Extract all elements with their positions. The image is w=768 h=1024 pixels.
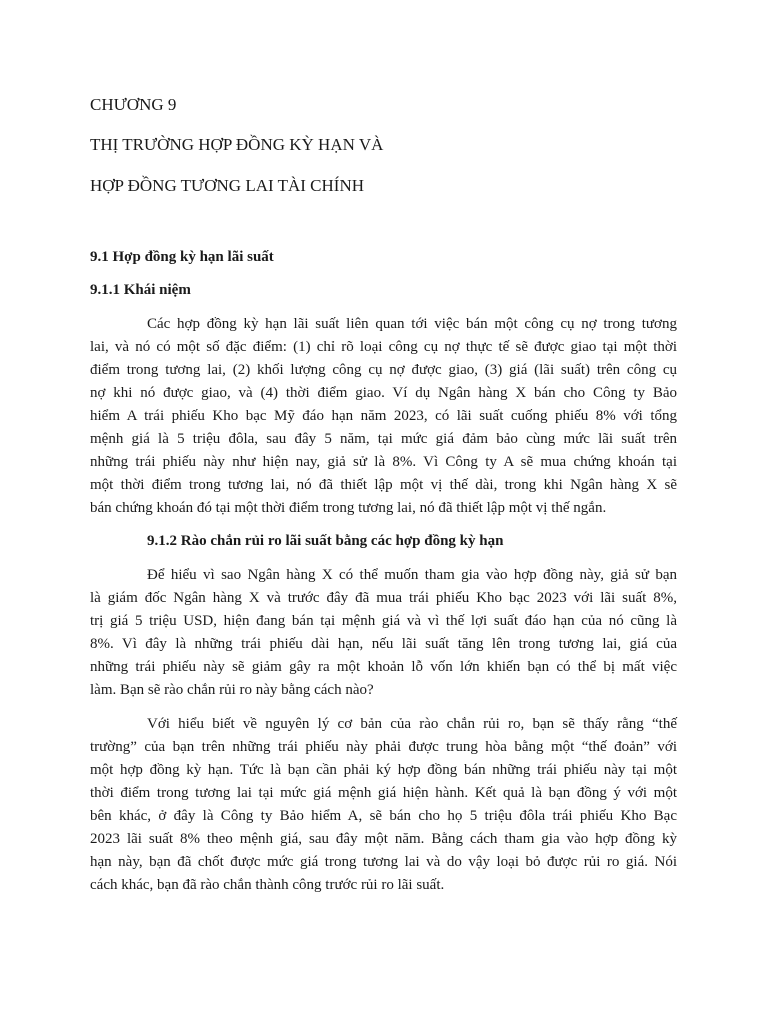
chapter-number: CHƯƠNG 9 xyxy=(90,95,177,114)
paragraph-line: bên khác, ở đây là Công ty Bảo hiểm A, sẽ bán cho họ 5 triệu đôla trái phiếu Kho Bạc xyxy=(90,808,677,824)
paragraph-line: một hợp đồng kỳ hạn. Tức là bạn cần phải ký hợp đồng bán những trái phiếu này tại một xyxy=(90,762,677,778)
paragraph-line: những trái phiếu này sẽ giảm gây ra một khoản lỗ vốn lớn khiến bạn có thể bị mất việc xyxy=(90,659,677,675)
paragraph-line: nợ khi nó được giao, và (4) thời điểm giao. Ví dụ Ngân hàng X bán cho Công ty Bảo xyxy=(90,385,677,401)
paragraph-line: một thời điểm trong tương lai, nó đã thiết lập một vị thế dài, trong khi Ngân hàng X sẽ xyxy=(90,477,677,493)
paragraph-line: Để hiểu vì sao Ngân hàng X có thể muốn tham gia vào hợp đồng này, giả sử bạn xyxy=(147,567,677,583)
paragraph-line: hiểm A trái phiếu Kho bạc Mỹ đáo hạn năm 2023, có lãi suất cuống phiếu 8% với tổng xyxy=(90,408,677,424)
paragraph-line: Với hiểu biết về nguyên lý cơ bản của rào chắn rủi ro, bạn sẽ thấy rằng “thế xyxy=(147,716,677,732)
paragraph-line: bán chứng khoán đó tại một thời điểm trong tương lai, nó đã thiết lập một vị thế ngắn. xyxy=(90,500,607,516)
paragraph-line: mệnh giá là 5 triệu đôla, sau đây 5 năm, tại mức giá đảm bảo cùng mức lãi suất trên xyxy=(90,431,677,447)
chapter-title-line-1: THỊ TRƯỜNG HỢP ĐỒNG KỲ HẠN VÀ xyxy=(90,135,384,154)
paragraph-line: điểm trong tương lai, (2) khối lượng công cụ nợ được giao, (3) giá (lãi suất) trên công cụ xyxy=(90,362,677,378)
paragraph-line: 8%. Vì đây là những trái phiếu dài hạn, nếu lãi suất tăng lên trong tương lai, giá của xyxy=(90,636,677,652)
paragraph-line: Các hợp đồng kỳ hạn lãi suất liên quan tới việc bán một công cụ nợ trong tương xyxy=(147,316,677,332)
paragraph-line: lai, và nó có một số đặc điểm: (1) chỉ rõ loại công cụ nợ thực tế sẽ được giao tại một thời xyxy=(90,339,677,355)
paragraph-line: làm. Bạn sẽ rào chắn rủi ro này bằng cách nào? xyxy=(90,682,374,698)
section-heading-9-1-1: 9.1.1 Khái niệm xyxy=(90,282,191,298)
paragraph-line: hạn này, bạn đã chốt được mức giá trong tương lai và do vậy loại bỏ được rủi ro giá. Nói xyxy=(90,854,677,870)
paragraph-line: cách khác, bạn đã rào chắn thành công trước rủi ro lãi suất. xyxy=(90,877,445,893)
chapter-title-line-2: HỢP ĐỒNG TƯƠNG LAI TÀI CHÍNH xyxy=(90,176,365,195)
paragraph-line: những trái phiếu này như hiện nay, giả sử là 8%. Vì Công ty A sẽ mua chứng khoán tại xyxy=(90,454,677,470)
paragraph-line: trị giá 5 triệu USD, hiện đang bán tại mệnh giá và vì thế lợi suất đáo hạn của nó cũng là xyxy=(90,613,677,629)
section-heading-9-1-2: 9.1.2 Rào chắn rủi ro lãi suất bằng các hợp đồng kỳ hạn xyxy=(147,533,504,549)
paragraph-line: là giám đốc Ngân hàng X và trước đây đã mua trái phiếu Kho bạc 2023 với lãi suất 8%, xyxy=(90,590,677,606)
paragraph-line: thời điểm trong tương lai tại mức giá mệnh giá hiện hành. Kết quả là bạn đồng ý với một xyxy=(90,785,677,801)
paragraph-line: 2023 lãi suất 8% theo mệnh giá, sau đây một năm. Bằng cách tham gia vào hợp đồng kỳ xyxy=(90,831,677,847)
section-heading-9-1: 9.1 Hợp đồng kỳ hạn lãi suất xyxy=(90,249,274,265)
paragraph-line: trường” của bạn trên những trái phiếu này phải được trung hòa bằng một “thế đoản” với xyxy=(90,739,677,755)
